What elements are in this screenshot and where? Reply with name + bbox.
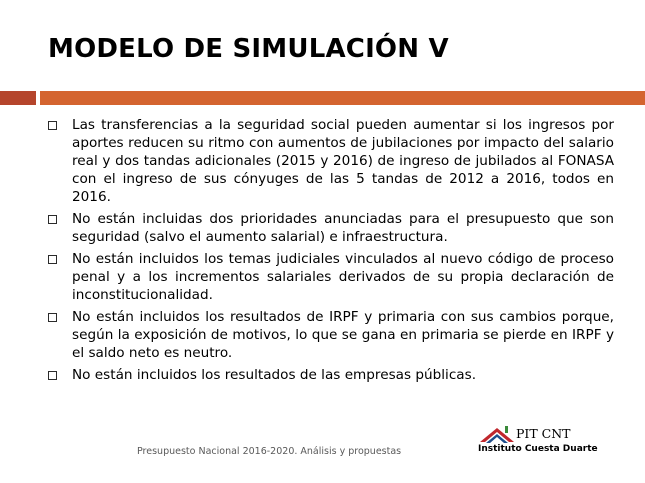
- bullet-list: [48, 116, 614, 388]
- bullet-text: No están incluidos los temas judiciales vinculados al nuevo código de proceso penal y a los incrementos salariales derivados de su propia declaración de inconstitucionalidad.: [72, 251, 614, 303]
- bullet-item: [48, 250, 614, 304]
- bullet-text: No están incluidas dos prioridades anunciadas para el presupuesto que son seguridad (salvo el aumento salarial) e infraestructura.: [72, 211, 614, 245]
- slide-footer: Presupuesto Nacional 2016-2020. Análisis y propuestas: [137, 446, 402, 457]
- roof-emblem-icon: [478, 422, 516, 444]
- bullet-text: Las transferencias a la seguridad social pueden aumentar si los ingresos por aportes reducen su ritmo con aumentos de jubilaciones por impacto del salario real y dos tandas adicionales (2015 y 2016) de ingreso de jubilados al FONASA con el ingreso de sus cónyuges de las 5 tandas de 2012 a 2016, todos en 2016.: [72, 117, 614, 205]
- bullet-text: No están incluidos los resultados de IRPF y primaria con sus cambios porque, según la exposición de motivos, lo que se gana en primaria se pierde en IRPF y el saldo neto es neutro.: [72, 309, 614, 361]
- bullet-item: [48, 366, 614, 384]
- square-bullet-icon: [48, 371, 57, 380]
- logo-brand: PIT CNT: [516, 426, 571, 441]
- bullet-item: [48, 308, 614, 362]
- bullet-item: [48, 210, 614, 246]
- square-bullet-icon: [48, 313, 57, 322]
- square-bullet-icon: [48, 215, 57, 224]
- square-bullet-icon: [48, 121, 57, 130]
- accent-bar-left: [0, 91, 36, 105]
- square-bullet-icon: [48, 255, 57, 264]
- bullet-text: No están incluidos los resultados de las empresas públicas.: [72, 367, 477, 383]
- bullet-item: [48, 116, 614, 206]
- accent-bar: [40, 91, 645, 105]
- logo-subtitle: Instituto Cuesta Duarte: [478, 444, 598, 454]
- pit-cnt-logo: [478, 420, 598, 460]
- slide-title: MODELO DE SIMULACIÓN V: [48, 34, 449, 64]
